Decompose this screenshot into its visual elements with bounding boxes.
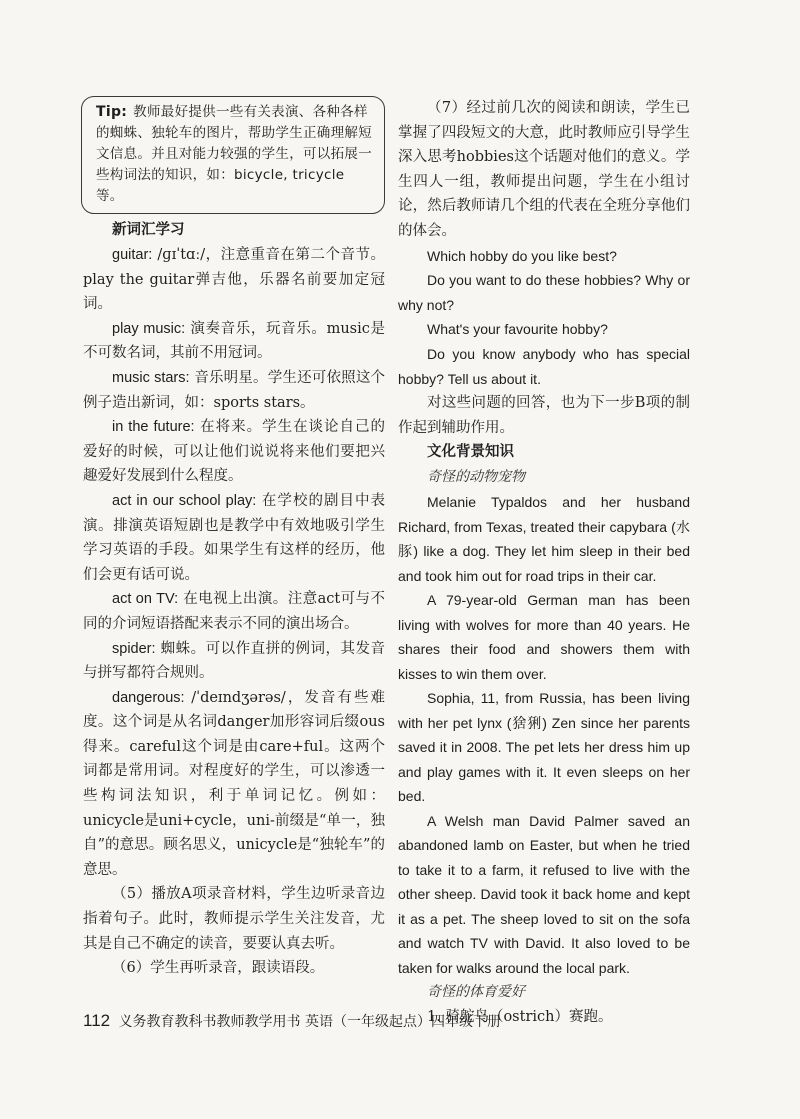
vocab-entry [83, 317, 385, 366]
vocab-term: music stars: [112, 369, 190, 386]
vocab-entry [83, 686, 385, 883]
vocab-term: play music: [112, 320, 186, 337]
discussion-question: Do you want to do these hobbies? Why or why not? [398, 272, 690, 313]
vocab-explanation: 音乐明星。学生还可依照这个例子造出新词，如：sports stars。 [83, 369, 386, 411]
vocab-term: act on TV: [112, 591, 179, 608]
pet-story-paragraph: A Welsh man David Palmer saved an abandoned lamb on Easter, but when he tried to take it to a farm, it refused to live with the other sheep. David took it back home and kept it as a pet. The sheep loved to sit on the sofa and watch TV with David. It also loved to be taken for walks around the local park. [398, 812, 690, 976]
sports-item: 1. 骑鸵鸟（ostrich）赛跑。 [427, 1009, 613, 1026]
vocab-explanation: 在电视上出演。注意act可与不同的介词短语搭配来表示不同的演出场合。 [83, 591, 385, 632]
vocab-term: spider: [112, 640, 156, 657]
pet-story-paragraph: Sophia, 11, from Russia, has been living with her pet lynx (猞猁) Zen since her parents saved it in 2008. The pet lets her dress him up and play games with it. It even sleeps on her bed. [398, 690, 690, 805]
vocab-entry [83, 415, 385, 489]
step-6-paragraph: （6）学生再听录音，跟读语段。 [112, 960, 325, 977]
vocab-entry [83, 366, 385, 415]
pets-subheading: 奇怪的动物宠物 [427, 469, 525, 486]
discussion-question: Which hobby do you like best? [427, 247, 617, 264]
vocab-explanation: 蜘蛛。可以作直拼的例词，其发音与拼写都符合规则。 [83, 640, 385, 682]
discussion-question: Do you know anybody who has special hobby? Tell us about it. [398, 345, 690, 387]
tip-box [81, 96, 385, 214]
tip-text: 教师最好提供一些有关表演、各种各样的蜘蛛、独轮车的图片，帮助学生正确理解短文信息。并且对能力较强的学生，可以拓展一些构词法的知识，如：bicycle, tricycle 等。 [96, 104, 372, 204]
vocab-entry [83, 243, 385, 317]
page-footer [83, 1011, 501, 1032]
left-column [83, 96, 385, 981]
vocab-term: act in our school play: [112, 492, 257, 509]
right-column [398, 96, 690, 1030]
vocab-explanation: 在学校的剧目中表演。排演英语短剧也是教学中有效地吸引学生学习英语的手段。如果学生有这样的经历，他们会更有话可说。 [83, 492, 385, 583]
vocab-entry [83, 587, 385, 636]
vocab-explanation: /ɡɪˈtɑː/，注意重音在第二个音节。play the guitar弹吉他，乐器名前要加定冠词。 [83, 247, 385, 313]
discussion-question: What's your favourite hobby? [427, 321, 608, 338]
sports-subheading: 奇怪的体育爱好 [427, 984, 525, 1001]
vocab-entry [83, 637, 385, 686]
vocab-term: guitar: [112, 247, 153, 263]
step-5-paragraph: （5）播放A项录音材料，学生边听录音边指着句子。此时，教师提示学生关注发音，尤其是自己不确定的读音，要要认真去听。 [83, 886, 385, 952]
page-number: 112 [83, 1011, 111, 1030]
vocab-heading: 新词汇学习 [112, 222, 185, 238]
vocab-explanation: 在将来。学生在谈论自己的爱好的时候，可以让他们说说将来他们要把兴趣爱好发展到什么程度。 [83, 419, 385, 485]
book-title: 义务教育教科书教师教学用书 英语（一年级起点）四年级下册 [118, 1014, 502, 1030]
vocab-explanation: 演奏音乐，玩音乐。music是不可数名词，其前不用冠词。 [83, 320, 385, 362]
pet-story-paragraph: A 79-year-old German man has been living with wolves for more than 40 years. He shares their food and showers them with kisses to win them over. [398, 592, 690, 682]
vocab-entry [83, 489, 385, 587]
pet-story-paragraph: Melanie Typaldos and her husband Richard, from Texas, treated their capybara (水豚) like a dog. They let him sleep in their bed and took him out for road trips in their car. [398, 494, 690, 584]
vocab-term: in the future: [112, 419, 195, 436]
vocab-term: dangerous: [112, 689, 185, 706]
step-7-paragraph: （7）经过前几次的阅读和朗读，学生已掌握了四段短文的大意，此时教师应引导学生深入思考hobbies这个话题对他们的意义。学生四人一组，教师提出问题，学生在小组讨论，然后教师请几个组的代表在全班分享他们的体会。 [398, 100, 690, 239]
culture-heading: 文化背景知识 [427, 444, 514, 461]
tip-label: Tip: [96, 104, 128, 120]
questions-note: 对这些问题的回答，也为下一步B项的制作起到辅助作用。 [398, 395, 690, 436]
vocab-explanation: /ˈdeɪndʒərəs/，发音有些难度。这个词是从名词danger加形容词后缀ous得来。careful这个词是由care+ful。这两个词都是常用词。对程度好的学生，可以渗透一些构词法知识，利于单词记忆。例如：unicycle是uni+cycle，uni-前缀是“单一，独自”的意思。顾名思义，unicycle是“独轮车”的意思。 [83, 689, 385, 878]
